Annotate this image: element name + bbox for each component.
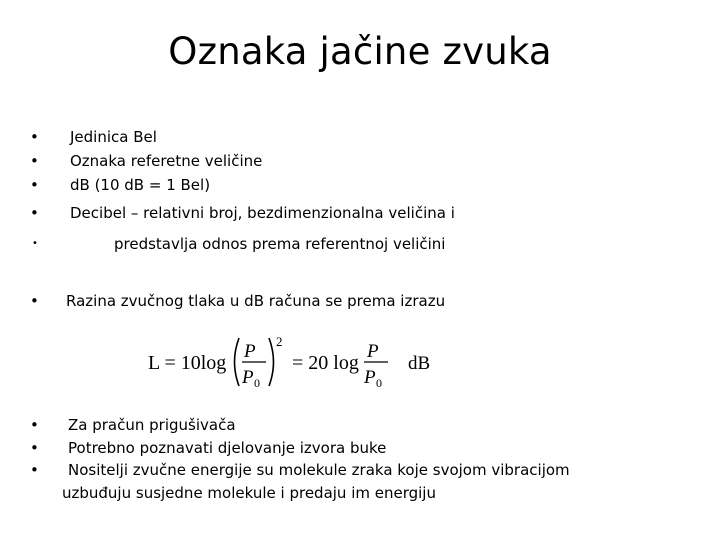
formula-unit: dB — [408, 353, 431, 374]
bullet-dot: • — [30, 128, 39, 146]
list-item: Za pračun prigušivača — [68, 416, 236, 434]
list-item-continuation: uzbuđuju susjedne molekule i predaju im energiju — [62, 484, 436, 502]
bullet-dot: • — [32, 238, 38, 249]
bullet-dot: • — [30, 416, 39, 434]
frac-numerator: P — [244, 341, 256, 362]
list-item: Jedinica Bel — [70, 128, 157, 146]
frac2-numerator: P — [367, 341, 379, 362]
list-item: dB (10 dB = 1 Bel) — [70, 176, 211, 194]
open-paren — [235, 338, 240, 386]
bullet-dot: • — [30, 439, 39, 457]
list-item: Decibel – relativni broj, bezdimenzionalna veličina i — [70, 204, 455, 222]
slide-title: Oznaka jačine zvuka — [168, 30, 552, 73]
bullet-dot: • — [30, 461, 39, 479]
bullet-dot: • — [30, 204, 39, 222]
bullet-dot: • — [30, 152, 39, 170]
list-item: Oznaka referetne veličine — [70, 152, 263, 170]
formula-exponent: 2 — [276, 334, 283, 349]
list-item: Nositelji zvučne energije su molekule zraka koje svojom vibracijom — [68, 461, 570, 479]
frac-den-subscript: 0 — [254, 376, 260, 390]
formula-graphic — [146, 332, 446, 392]
bullet-dot: • — [30, 292, 39, 310]
frac2-denominator: P — [364, 367, 376, 388]
list-item: Potrebno poznavati djelovanje izvora buke — [68, 439, 387, 457]
list-item: predstavlja odnos prema referentnoj veličini — [114, 235, 446, 253]
decibel-formula — [146, 332, 446, 397]
formula-lhs: L = 10log — [148, 352, 227, 374]
list-item: Razina zvučnog tlaka u dB računa se prema izrazu — [66, 292, 446, 310]
formula-middle: = 20 log — [292, 352, 359, 374]
frac-denominator: P — [242, 367, 254, 388]
frac2-den-subscript: 0 — [376, 376, 382, 390]
close-paren — [269, 338, 274, 386]
bullet-dot: • — [30, 176, 39, 194]
